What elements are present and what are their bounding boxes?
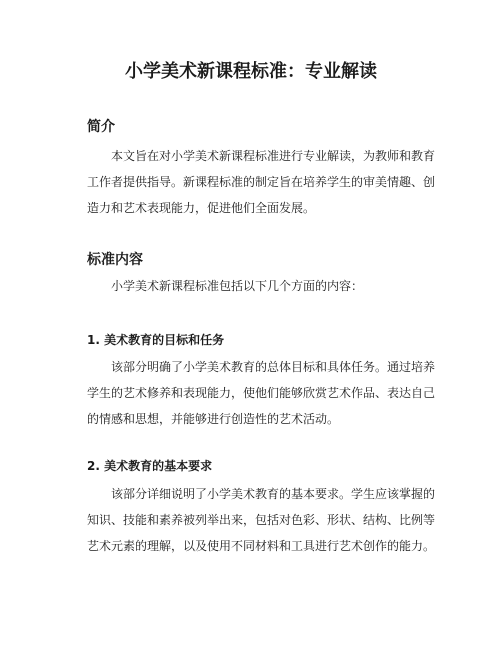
paragraph-line: 的情感和思想，并能够进行创造性的艺术活动。	[87, 412, 340, 426]
section-paragraph-content	[87, 273, 449, 299]
paragraph-line: 本文旨在对小学美术新课程标准进行专业解读，为教师和教育	[111, 149, 436, 163]
document-title: 小学美术新课程标准：专业解读	[125, 61, 377, 82]
paragraph-line: 知识、技能和素养被列举出来，包括对色彩、形状、结构、比例等	[87, 513, 436, 527]
subsection-heading-goals: 1. 美术教育的目标和任务	[87, 333, 225, 347]
section-heading-content: 标准内容	[87, 252, 143, 268]
paragraph-line: 该部分明确了小学美术教育的总体目标和具体任务。通过培养	[111, 360, 436, 374]
paragraph-line: 艺术元素的理解，以及使用不同材料和工具进行艺术创作的能力。	[87, 539, 436, 553]
subsection-heading-requirements: 2. 美术教育的基本要求	[87, 459, 213, 473]
section-heading-intro: 简介	[87, 119, 115, 135]
paragraph-line: 小学美术新课程标准包括以下几个方面的内容：	[111, 279, 364, 293]
paragraph-line: 该部分详细说明了小学美术教育的基本要求。学生应该掌握的	[111, 487, 436, 501]
paragraph-line: 学生的艺术修养和表现能力，使他们能够欣赏艺术作品、表达自己	[87, 386, 436, 400]
section-paragraph-intro	[87, 143, 449, 221]
subsection-paragraph-requirements	[87, 481, 449, 559]
subsection-paragraph-goals	[87, 354, 449, 432]
paragraph-line: 工作者提供指导。新课程标准的制定旨在培养学生的审美情趣、创	[87, 175, 436, 189]
paragraph-line: 造力和艺术表现能力，促进他们全面发展。	[87, 201, 316, 215]
